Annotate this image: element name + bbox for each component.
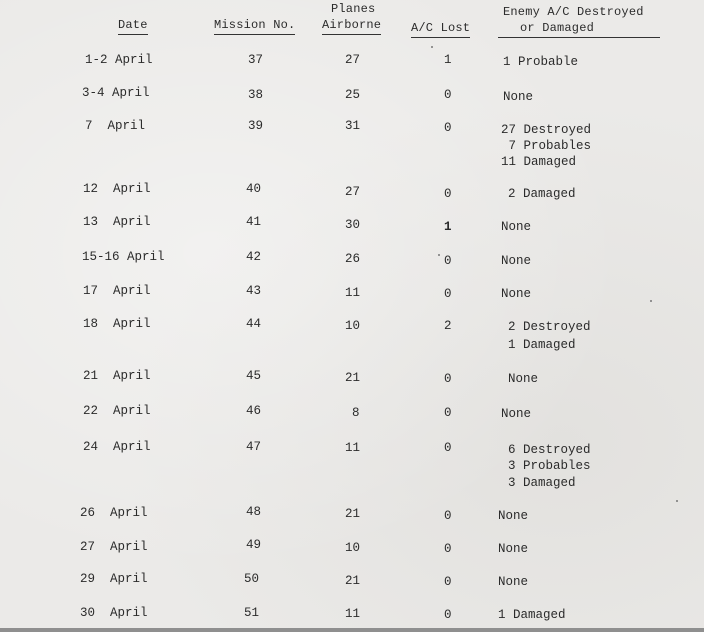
cell-planes: 21 bbox=[345, 574, 361, 588]
paper-speck bbox=[438, 254, 440, 256]
cell-enemy-line: 2 Destroyed bbox=[508, 320, 591, 334]
cell-date: 18 April bbox=[83, 317, 151, 331]
cell-date: 30 April bbox=[80, 606, 148, 620]
cell-enemy-line: 7 Probables bbox=[501, 139, 592, 153]
cell-enemy-line: 27 Destroyed bbox=[501, 123, 592, 137]
cell-mission: 44 bbox=[246, 317, 262, 331]
cell-planes: 10 bbox=[345, 319, 361, 333]
cell-enemy: None bbox=[498, 509, 529, 523]
cell-planes: 26 bbox=[345, 252, 361, 266]
cell-planes: 27 bbox=[345, 53, 361, 67]
cell-lost: 0 bbox=[444, 542, 452, 556]
cell-lost: 0 bbox=[444, 287, 452, 301]
cell-date: 1-2 April bbox=[85, 53, 153, 67]
paper-speck bbox=[650, 300, 652, 302]
cell-planes: 11 bbox=[345, 441, 361, 455]
cell-mission: 40 bbox=[246, 182, 262, 196]
cell-enemy: None bbox=[508, 372, 539, 386]
cell-mission: 50 bbox=[244, 572, 260, 586]
cell-enemy-line: 6 Destroyed bbox=[508, 443, 591, 457]
cell-date: 13 April bbox=[83, 215, 151, 229]
cell-date: 15-16 April bbox=[82, 250, 165, 264]
cell-lost: 0 bbox=[444, 372, 452, 386]
cell-date: 21 April bbox=[83, 369, 151, 383]
cell-enemy: None bbox=[501, 407, 532, 421]
cell-enemy: 2 Damaged bbox=[508, 187, 576, 201]
cell-mission: 48 bbox=[246, 505, 262, 519]
header-or-damaged: or Damaged bbox=[520, 21, 595, 35]
header-date: Date bbox=[118, 18, 148, 35]
cell-lost: 1 bbox=[444, 220, 452, 234]
cell-enemy: None bbox=[501, 287, 532, 301]
cell-enemy: None bbox=[503, 90, 534, 104]
cell-date: 3-4 April bbox=[82, 86, 150, 100]
cell-enemy: None bbox=[498, 542, 529, 556]
cell-enemy: None bbox=[498, 575, 529, 589]
cell-enemy: 1 Damaged bbox=[498, 608, 566, 622]
cell-mission: 38 bbox=[248, 88, 264, 102]
cell-mission: 42 bbox=[246, 250, 262, 264]
cell-enemy-line: 11 Damaged bbox=[501, 155, 577, 169]
cell-date: 29 April bbox=[80, 572, 148, 586]
cell-mission: 41 bbox=[246, 215, 262, 229]
header-mission-no: Mission No. bbox=[214, 18, 295, 35]
cell-date: 26 April bbox=[80, 506, 148, 520]
cell-date: 22 April bbox=[83, 404, 151, 418]
cell-planes: 21 bbox=[345, 371, 361, 385]
cell-lost: 0 bbox=[444, 254, 452, 268]
cell-lost: 0 bbox=[444, 441, 452, 455]
cell-date: 17 April bbox=[83, 284, 151, 298]
cell-enemy-line: 3 Probables bbox=[508, 459, 591, 473]
cell-planes: 21 bbox=[345, 507, 361, 521]
cell-lost: 2 bbox=[444, 319, 452, 333]
cell-mission: 49 bbox=[246, 538, 262, 552]
cell-planes: 10 bbox=[345, 541, 361, 555]
cell-lost: 0 bbox=[444, 406, 452, 420]
cell-mission: 37 bbox=[248, 53, 264, 67]
cell-lost: 1 bbox=[444, 53, 452, 67]
cell-planes: 27 bbox=[345, 185, 361, 199]
cell-date: 7 April bbox=[85, 119, 146, 133]
paper-speck bbox=[676, 500, 678, 502]
header-rule bbox=[498, 37, 660, 38]
paper-speck bbox=[431, 46, 433, 48]
cell-enemy: 1 Probable bbox=[503, 55, 579, 69]
cell-mission: 46 bbox=[246, 404, 262, 418]
header-airborne: Airborne bbox=[322, 18, 381, 35]
header-planes: Planes bbox=[331, 2, 376, 16]
cell-planes: 25 bbox=[345, 88, 361, 102]
cell-enemy-line: 1 Damaged bbox=[508, 338, 576, 352]
cell-mission: 51 bbox=[244, 606, 260, 620]
cell-date: 27 April bbox=[80, 540, 148, 554]
cell-lost: 0 bbox=[444, 88, 452, 102]
header-enemy-destroyed: Enemy A/C Destroyed bbox=[503, 5, 644, 19]
cell-lost: 0 bbox=[444, 187, 452, 201]
cell-date: 12 April bbox=[83, 182, 151, 196]
cell-planes: 31 bbox=[345, 119, 361, 133]
cell-mission: 45 bbox=[246, 369, 262, 383]
cell-date: 24 April bbox=[83, 440, 151, 454]
cell-planes: 11 bbox=[345, 286, 361, 300]
cell-enemy: None bbox=[501, 220, 532, 234]
cell-planes: 30 bbox=[345, 218, 361, 232]
cell-planes: 11 bbox=[345, 607, 361, 621]
cell-lost: 0 bbox=[444, 608, 452, 622]
cell-lost: 0 bbox=[444, 575, 452, 589]
cell-mission: 43 bbox=[246, 284, 262, 298]
cell-lost: 0 bbox=[444, 121, 452, 135]
cell-enemy-line: 3 Damaged bbox=[508, 476, 576, 490]
scan-bottom-edge bbox=[0, 628, 704, 632]
cell-planes: 8 bbox=[352, 406, 360, 420]
cell-lost: 0 bbox=[444, 509, 452, 523]
cell-enemy: None bbox=[501, 254, 532, 268]
header-ac-lost: A/C Lost bbox=[411, 21, 470, 38]
cell-mission: 47 bbox=[246, 440, 262, 454]
cell-mission: 39 bbox=[248, 119, 264, 133]
